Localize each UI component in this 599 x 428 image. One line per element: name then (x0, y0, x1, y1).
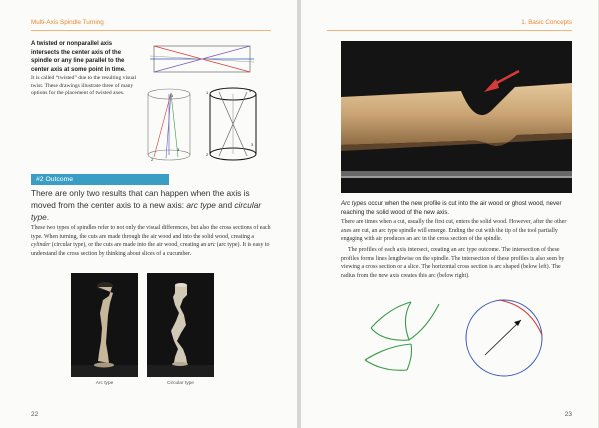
diagram-label: 1 (206, 90, 209, 95)
arc-types-paragraph-1: There are times when a cut, usually the first cut, enters the solid wood. However, after the other axes are cut, an arc type spindle will emerge. Ending the cut with the tip of the tool partially engaging with air produces an arc in the cross section of the spindle. (341, 219, 567, 243)
intro-body-text: It is called “twisted” due to the resulting visual twist. These drawings illustrate three of many options for the placement of twisted axes. (31, 75, 137, 97)
section-banner-title: #2 Outcome (36, 175, 74, 183)
left-page (0, 0, 297, 428)
caption-arc-type: Arc type (95, 381, 114, 386)
arc-cross-section-diagram (361, 300, 453, 376)
arc-types-paragraph-2: The profiles of each axis intersect, creating an arc type outcome. The intersection of these profiles forms lines lengthwise on the spindle. The intersection of these profiles is also seen by viewing a cross section or a slice. The horizontal cross section is arc shaped (below left). The radius from the new axis creates this arc (below right). (341, 247, 565, 280)
diagram-label: 1 (171, 93, 174, 98)
lathe-spindle-photo (341, 41, 572, 193)
running-header-right: 1. Basic Concepts (521, 19, 572, 26)
diagram-label: 2 (151, 157, 154, 162)
diagram-label: 4 (249, 88, 252, 93)
right-page (301, 0, 598, 428)
arc-radius-diagram (459, 293, 549, 383)
diagram-label: 2 (206, 152, 209, 157)
intro-bold-text: A twisted or nonparallel axis intersects the center axis of the spindle or any line parallel to the center axis at some point in time. (31, 41, 126, 73)
header-rule-right (327, 30, 572, 31)
section-banner (31, 174, 169, 185)
running-header-left: Multi-Axis Spindle Turning (31, 19, 104, 26)
arc-type-spindle-photo (71, 273, 138, 377)
twisted-axis-rectangle-diagram (150, 42, 268, 78)
diagram-label: 3 (177, 147, 180, 152)
header-rule-left (31, 30, 271, 31)
arc-types-lead: Arc types occur when the new profile is cut into the air wood or ghost wood, never reaching the solid wood of the new axis. (341, 200, 562, 216)
outcome-body-text: These two types of spindles refer to not only the visual differences, but also the cross sections of each type. When turning, the cuts are made through the air wood and into the solid wood, creating a cylinder (circular type), or the cuts are made into the air wood, creating an arc (arc type). It is easy to understand the cross section by thinking about slices of a cucumber. (31, 225, 271, 257)
diagram-label: 3 (251, 142, 254, 147)
circular-type-spindle-photo (147, 273, 214, 377)
caption-circular-type: Circular type (167, 381, 194, 386)
page-number-left: 22 (31, 411, 39, 418)
page-number-right: 23 (564, 411, 572, 418)
cylinder-diagram-single-axis (144, 85, 194, 167)
outcome-lead-text: There are only two results that can happen when the axis is moved from the center axis to a new axis: arc type and circular type. (31, 188, 262, 222)
cylinder-diagram-multi-axis (203, 84, 263, 168)
